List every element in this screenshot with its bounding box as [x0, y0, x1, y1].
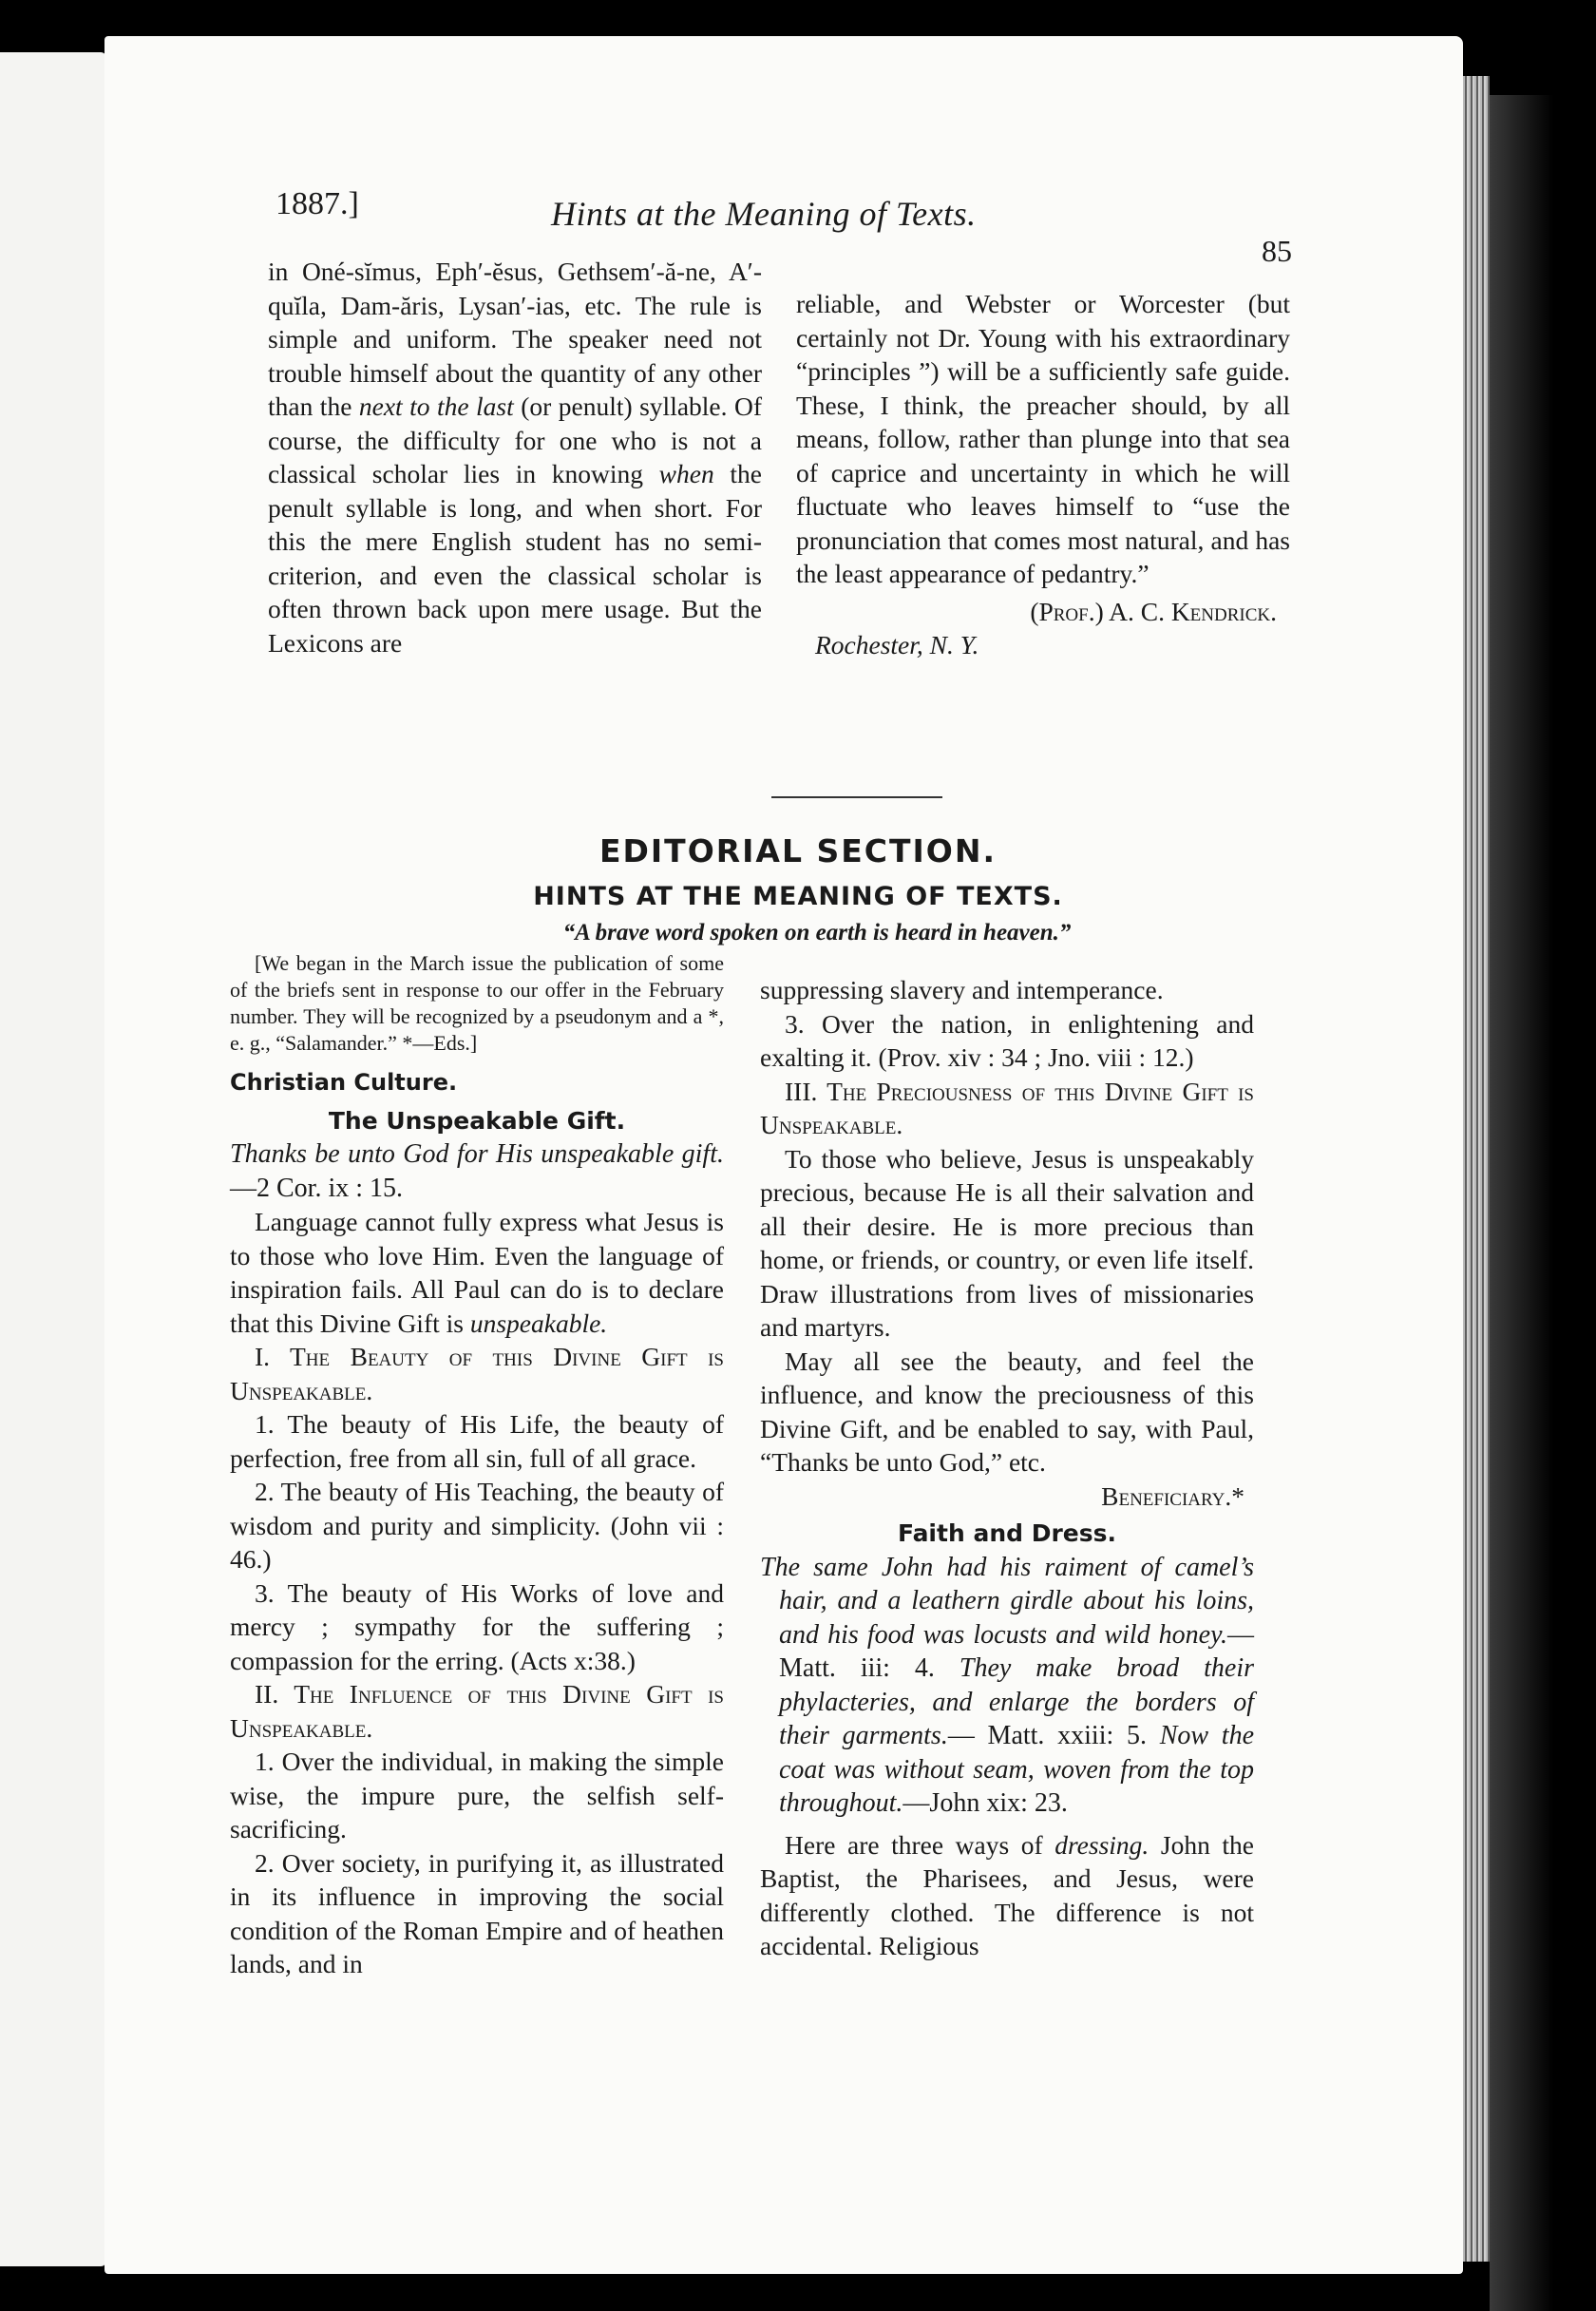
emphasis: unspeakable. — [469, 1308, 608, 1338]
emphasis: dressing. — [1054, 1829, 1150, 1860]
division-heading: I. The Beauty of this Divine Gift is Unspeakable. — [230, 1342, 724, 1405]
running-head-title: Hints at the Meaning of Texts. — [551, 195, 977, 233]
text-run: in Oné-sĭmus, Eph′-ĕsus, Gethsem′-ă-ne, A′-quĭla, Dam-ăris, Lysan′-ias, etc. The rule is simple and uniform. The speaker need not trouble himself about the quantity of any other than the — [268, 257, 762, 421]
article-title: The Unspeakable Gift. — [328, 1106, 626, 1135]
bottom-right-column — [760, 973, 1254, 1963]
paragraph: 2. Over society, in purifying it, as illustrated in its influence in improving the social condition of the Roman Empire and of heathen lands, and in — [230, 1847, 724, 1978]
paragraph: 3. The beauty of His Works of love and mercy ; sympathy for the suffering ; compassion for the erring. (Acts x:38.) — [230, 1577, 724, 1675]
epigraph-text: They make broad their phylacteries, and enlarge the borders of their garments. — [779, 1653, 1254, 1750]
epigraph-text: The same John had his raiment of camel’s hair, and a leathern girdle about his loins, and his food was locusts and wild honey. — [760, 1552, 1254, 1650]
motto: “A brave word spoken on earth is heard in heaven.” — [562, 920, 1072, 945]
article-title: Faith and Dress. — [897, 1519, 1117, 1547]
signature-place: Rochester, N. Y. — [815, 630, 979, 659]
page-number: 85 — [1262, 234, 1292, 268]
top-left-paragraph — [268, 255, 762, 659]
editorial-section-title: EDITORIAL SECTION. — [598, 832, 998, 869]
paragraph: 1. Over the individual, in making the simple wise, the impure pure, the selfish self-sacrificing. — [230, 1747, 724, 1843]
division-heading: III. The Preciousness of this Divine Gift is Unspeakable. — [760, 1076, 1254, 1139]
division-heading: II. The Influence of this Divine Gift is Unspeakable. — [230, 1679, 724, 1743]
emphasis: when — [658, 459, 714, 488]
epigraph — [760, 1551, 1254, 1821]
epigraph-reference: —John xix: 23. — [902, 1788, 1068, 1818]
text-run: the penult syllable is long, and when short. For this the mere English student has no semi-criterion, and even the classical scholar is often thrown back upon mere usage. But the Lexicons are — [268, 459, 762, 658]
paragraph: May all see the beauty, and feel the influence, and know the preciousness of this Divine Gift, and be enabled to say, with Paul, “Thanks be unto God,” etc. — [760, 1346, 1254, 1477]
epigraph-text: Now the coat was without seam, woven from the top throughout. — [779, 1721, 1255, 1818]
top-left-column — [268, 255, 762, 659]
epigraph — [230, 1137, 724, 1205]
hints-subsection-title: HINTS AT THE MEANING OF TEXTS. — [533, 882, 1063, 911]
epigraph-text: Thanks be unto God for His unspeakable gift. — [230, 1139, 724, 1169]
article-signature: Beneficiary.* — [1101, 1480, 1244, 1511]
paragraph — [230, 1205, 724, 1340]
emphasis: next to the last — [358, 392, 514, 421]
running-head-year: 1887.] — [276, 186, 359, 221]
top-right-paragraph: reliable, and Webster or Worcester (but certainly not Dr. Young with his extraordinary “principles ”) will be a sufficiently safe guide. These, I think, the preacher should, by all means, follow, rather than plunge into that sea of caprice and uncertainty in which he will fluctuate who leaves himself to “use the pronunciation that comes most natural, and has the least appearance of pedantry.” — [796, 289, 1290, 588]
epigraph-reference: —2 Cor. ix : 15. — [230, 1173, 404, 1203]
paragraph: To those who believe, Jesus is unspeakably precious, because He is all their salvation and all their desire. He is more precious than home, or friends, or country, or even life itself. Draw illustrations from lives of missionaries and martyrs. — [760, 1143, 1254, 1342]
text-run: Language cannot fully express what Jesus is to those who love Him. Even the language of inspiration fails. All Paul can do is to declare that this Divine Gift is — [230, 1207, 724, 1338]
epigraph-reference: — Matt. xxiii: 5. — [947, 1721, 1147, 1750]
book-binding — [1490, 95, 1596, 2311]
text-run: John the Baptist, the Pharisees, and Jesus, were differently clothed. The difference is not accidental. Religious — [760, 1829, 1254, 1960]
category-heading: Christian Culture. — [230, 1069, 458, 1096]
text-run: Here are three ways of — [785, 1829, 1055, 1860]
paragraph-continued: suppressing slavery and intemperance. — [760, 975, 1164, 1004]
page-stack-edge — [1463, 76, 1490, 2262]
bottom-left-column — [230, 950, 724, 1981]
signature-name: (Prof.) A. C. Kendrick. — [1030, 596, 1277, 626]
facing-page-edge — [0, 52, 106, 2266]
editor-note: [We began in the March issue the publication of some of the briefs sent in response to our offer in the February number. They will be recognized by a pseudonym and a *, e. g., “Salamander.” *—Eds.] — [230, 951, 724, 1055]
paragraph: 1. The beauty of His Life, the beauty of perfection, free from all sin, full of all grace. — [230, 1409, 724, 1473]
paragraph: 3. Over the nation, in enlightening and exalting it. (Prov. xiv : 34 ; Jno. viii : 12.) — [760, 1008, 1254, 1072]
paragraph — [760, 1828, 1254, 1963]
top-right-column — [796, 287, 1290, 662]
epigraph-reference: — Matt. iii: 4. — [779, 1619, 1254, 1683]
section-divider — [771, 796, 942, 798]
text-run: (or penult) syllable. Of course, the difficulty for one who is not a classical scholar lies in knowing — [268, 392, 762, 488]
paragraph: 2. The beauty of His Teaching, the beauty of wisdom and purity and simplicity. (John vii : 46.) — [230, 1477, 724, 1574]
